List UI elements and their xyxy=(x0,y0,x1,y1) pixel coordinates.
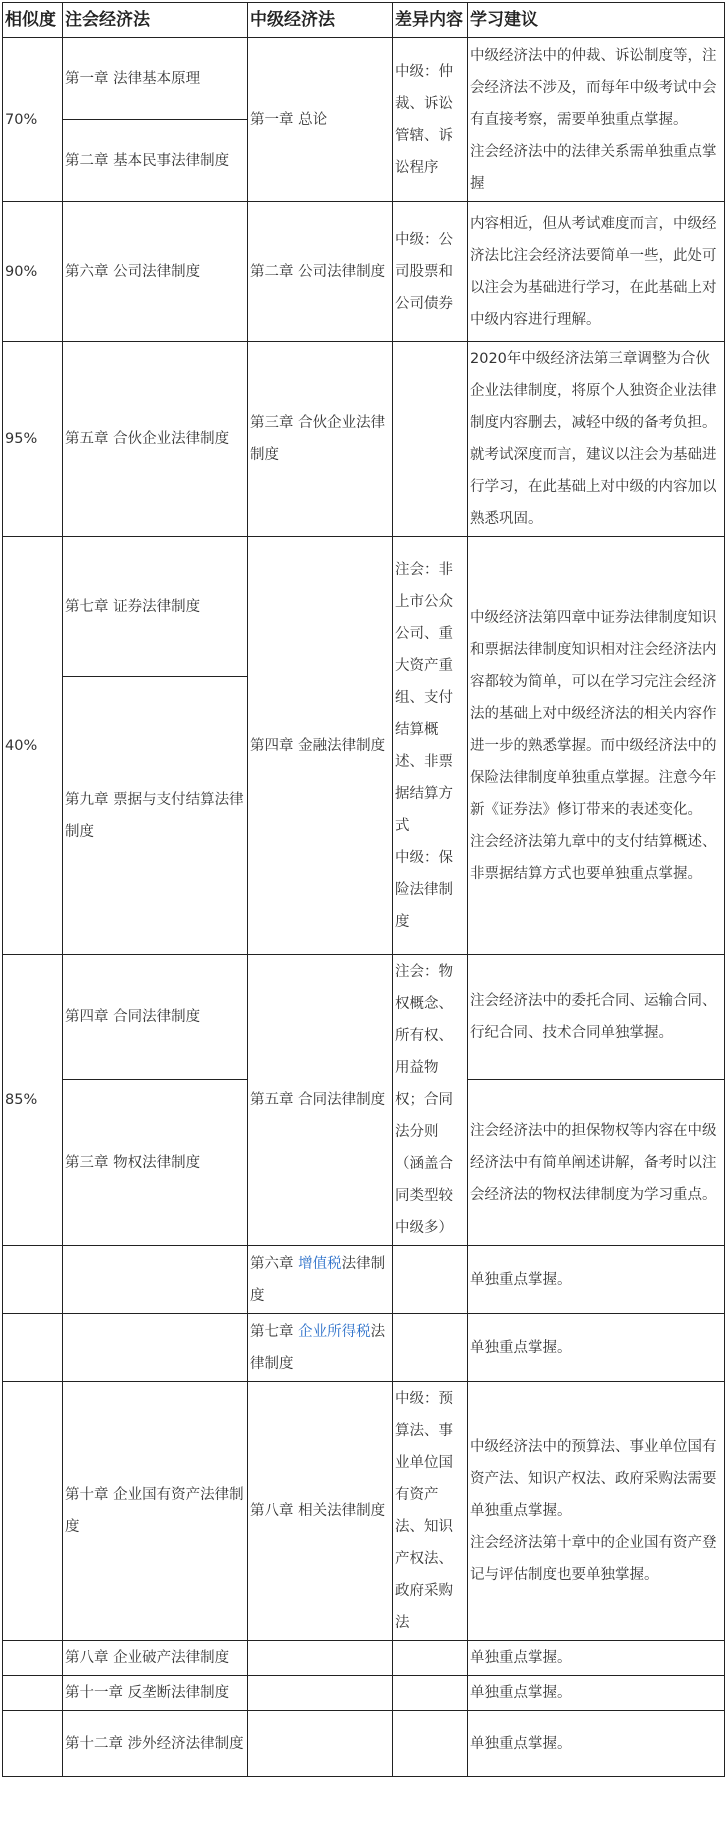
mid-chapter-cell xyxy=(248,1711,393,1777)
advice-paragraph: 中级经济法中的仲裁、诉讼制度等，注会经济法不涉及，而每年中级考试中会有直接考察，需要单独重点掌握。 xyxy=(470,47,717,128)
advice-paragraph: 中级经济法第四章中证券法律制度知识和票据法律制度知识相对注会经济法内容都较为简单，可以在学习完注会经济法的基础上对中级经济法的相关内容作进一步的熟悉掌握。而中级经济法中的保险法律制度单独重点掌握。注意今年新《证券法》修订带来的表述变化。 xyxy=(470,609,717,818)
advice-cell: 单独重点掌握。 xyxy=(468,1314,725,1382)
similarity-cell xyxy=(3,1676,63,1711)
advice-cell: 2020年中级经济法第三章调整为合伙企业法律制度，将原个人独资企业法律制度内容删去，减轻中级的备考负担。就考试深度而言，建议以注会为基础进行学习，在此基础上对中级的内容加以熟悉巩固。 xyxy=(468,342,725,537)
header-diff: 差异内容 xyxy=(393,3,468,38)
mid-chapter-prefix: 第七章 xyxy=(250,1323,299,1340)
table-row xyxy=(3,955,725,1080)
advice-cell: 注会经济法中的担保物权等内容在中级经济法中有简单阐述讲解，备考时以注会经济法的物权法律制度为学习重点。 xyxy=(468,1080,725,1246)
diff-cell xyxy=(393,1246,468,1314)
table-row xyxy=(3,537,725,677)
advice-cell xyxy=(468,38,725,202)
table-row xyxy=(3,1641,725,1676)
header-similarity: 相似度 xyxy=(3,3,63,38)
diff-paragraph: 中级：保险法律制度 xyxy=(395,849,453,930)
diff-cell xyxy=(393,1711,468,1777)
diff-cell: 中级：仲裁、诉讼管辖、诉讼程序 xyxy=(393,38,468,202)
mid-chapter-cell: 第二章 公司法律制度 xyxy=(248,202,393,342)
advice-paragraph: 中级经济法中的预算法、事业单位国有资产法、知识产权法、政府采购法需要单独重点掌握。 xyxy=(470,1439,717,1519)
vat-link[interactable]: 增值税 xyxy=(298,1255,342,1272)
table-row xyxy=(3,1246,725,1314)
diff-cell xyxy=(393,1314,468,1382)
cpa-chapter-cell: 第十章 企业国有资产法律制度 xyxy=(63,1382,248,1641)
similarity-cell: 85% xyxy=(3,955,63,1246)
mid-chapter-cell: 第八章 相关法律制度 xyxy=(248,1382,393,1641)
mid-chapter-prefix: 第六章 xyxy=(250,1255,299,1272)
header-advice: 学习建议 xyxy=(468,3,725,38)
comparison-table-wrapper xyxy=(2,2,724,1777)
diff-cell: 中级：公司股票和公司债券 xyxy=(393,202,468,342)
mid-chapter-cell: 第四章 金融法律制度 xyxy=(248,537,393,955)
table-row xyxy=(3,38,725,120)
similarity-cell xyxy=(3,1641,63,1676)
cpa-chapter-cell xyxy=(63,1246,248,1314)
table-row xyxy=(3,342,725,537)
cpa-chapter-cell: 第四章 合同法律制度 xyxy=(63,955,248,1080)
advice-cell: 单独重点掌握。 xyxy=(468,1676,725,1711)
mid-chapter-cell: 第三章 合伙企业法律制度 xyxy=(248,342,393,537)
mid-chapter-cell xyxy=(248,1641,393,1676)
mid-chapter-cell xyxy=(248,1246,393,1314)
table-row xyxy=(3,202,725,342)
cpa-chapter-cell: 第十二章 涉外经济法律制度 xyxy=(63,1711,248,1777)
cpa-chapter-cell: 第二章 基本民事法律制度 xyxy=(63,120,248,202)
diff-cell: 中级：预算法、事业单位国有资产法、知识产权法、政府采购法 xyxy=(393,1382,468,1641)
advice-paragraph: 注会经济法第九章中的支付结算概述、非票据结算方式也要单独重点掌握。 xyxy=(470,833,717,882)
cpa-chapter-cell: 第一章 法律基本原理 xyxy=(63,38,248,120)
cpa-chapter-cell: 第十一章 反垄断法律制度 xyxy=(63,1676,248,1711)
similarity-cell xyxy=(3,1314,63,1382)
advice-cell: 单独重点掌握。 xyxy=(468,1711,725,1777)
advice-paragraph: 注会经济法第十章中的企业国有资产登记与评估制度也要单独掌握。 xyxy=(470,1535,717,1583)
diff-cell xyxy=(393,342,468,537)
table-row xyxy=(3,1382,725,1641)
diff-cell xyxy=(393,537,468,955)
table-header-row xyxy=(3,3,725,38)
diff-cell: 注会：物权概念、所有权、用益物权；合同法分则（涵盖合同类型较中级多） xyxy=(393,955,468,1246)
advice-cell: 单独重点掌握。 xyxy=(468,1641,725,1676)
mid-chapter-cell: 第一章 总论 xyxy=(248,38,393,202)
mid-chapter-suffix: 法律制度 xyxy=(250,1323,386,1372)
table-row xyxy=(3,1314,725,1382)
comparison-table xyxy=(2,2,725,1777)
table-row xyxy=(3,1711,725,1777)
similarity-cell xyxy=(3,1246,63,1314)
cpa-chapter-cell: 第六章 公司法律制度 xyxy=(63,202,248,342)
diff-cell xyxy=(393,1676,468,1711)
header-mid-law: 中级经济法 xyxy=(248,3,393,38)
advice-paragraph: 注会经济法中的法律关系需单独重点掌握 xyxy=(470,143,717,192)
advice-cell: 单独重点掌握。 xyxy=(468,1246,725,1314)
diff-paragraph: 注会：非上市公众公司、重大资产重组、支付结算概述、非票据结算方式 xyxy=(395,561,453,834)
cpa-chapter-cell: 第七章 证券法律制度 xyxy=(63,537,248,677)
similarity-cell: 40% xyxy=(3,537,63,955)
corporate-income-tax-link[interactable]: 企业所得税 xyxy=(298,1323,371,1340)
similarity-cell xyxy=(3,1711,63,1777)
cpa-chapter-cell: 第三章 物权法律制度 xyxy=(63,1080,248,1246)
mid-chapter-cell: 第五章 合同法律制度 xyxy=(248,955,393,1246)
cpa-chapter-cell: 第五章 合伙企业法律制度 xyxy=(63,342,248,537)
similarity-cell: 90% xyxy=(3,202,63,342)
table-row xyxy=(3,1676,725,1711)
cpa-chapter-cell: 第八章 企业破产法律制度 xyxy=(63,1641,248,1676)
header-cpa-law: 注会经济法 xyxy=(63,3,248,38)
advice-cell: 注会经济法中的委托合同、运输合同、行纪合同、技术合同单独掌握。 xyxy=(468,955,725,1080)
similarity-cell: 95% xyxy=(3,342,63,537)
advice-cell xyxy=(468,1382,725,1641)
advice-cell: 内容相近，但从考试难度而言，中级经济法比注会经济法要简单一些，此处可以注会为基础进行学习，在此基础上对中级内容进行理解。 xyxy=(468,202,725,342)
similarity-cell: 70% xyxy=(3,38,63,202)
similarity-cell xyxy=(3,1382,63,1641)
cpa-chapter-cell xyxy=(63,1314,248,1382)
mid-chapter-suffix: 法律制度 xyxy=(250,1255,386,1304)
diff-cell xyxy=(393,1641,468,1676)
cpa-chapter-cell: 第九章 票据与支付结算法律制度 xyxy=(63,677,248,955)
mid-chapter-cell xyxy=(248,1676,393,1711)
advice-cell xyxy=(468,537,725,955)
mid-chapter-cell xyxy=(248,1314,393,1382)
